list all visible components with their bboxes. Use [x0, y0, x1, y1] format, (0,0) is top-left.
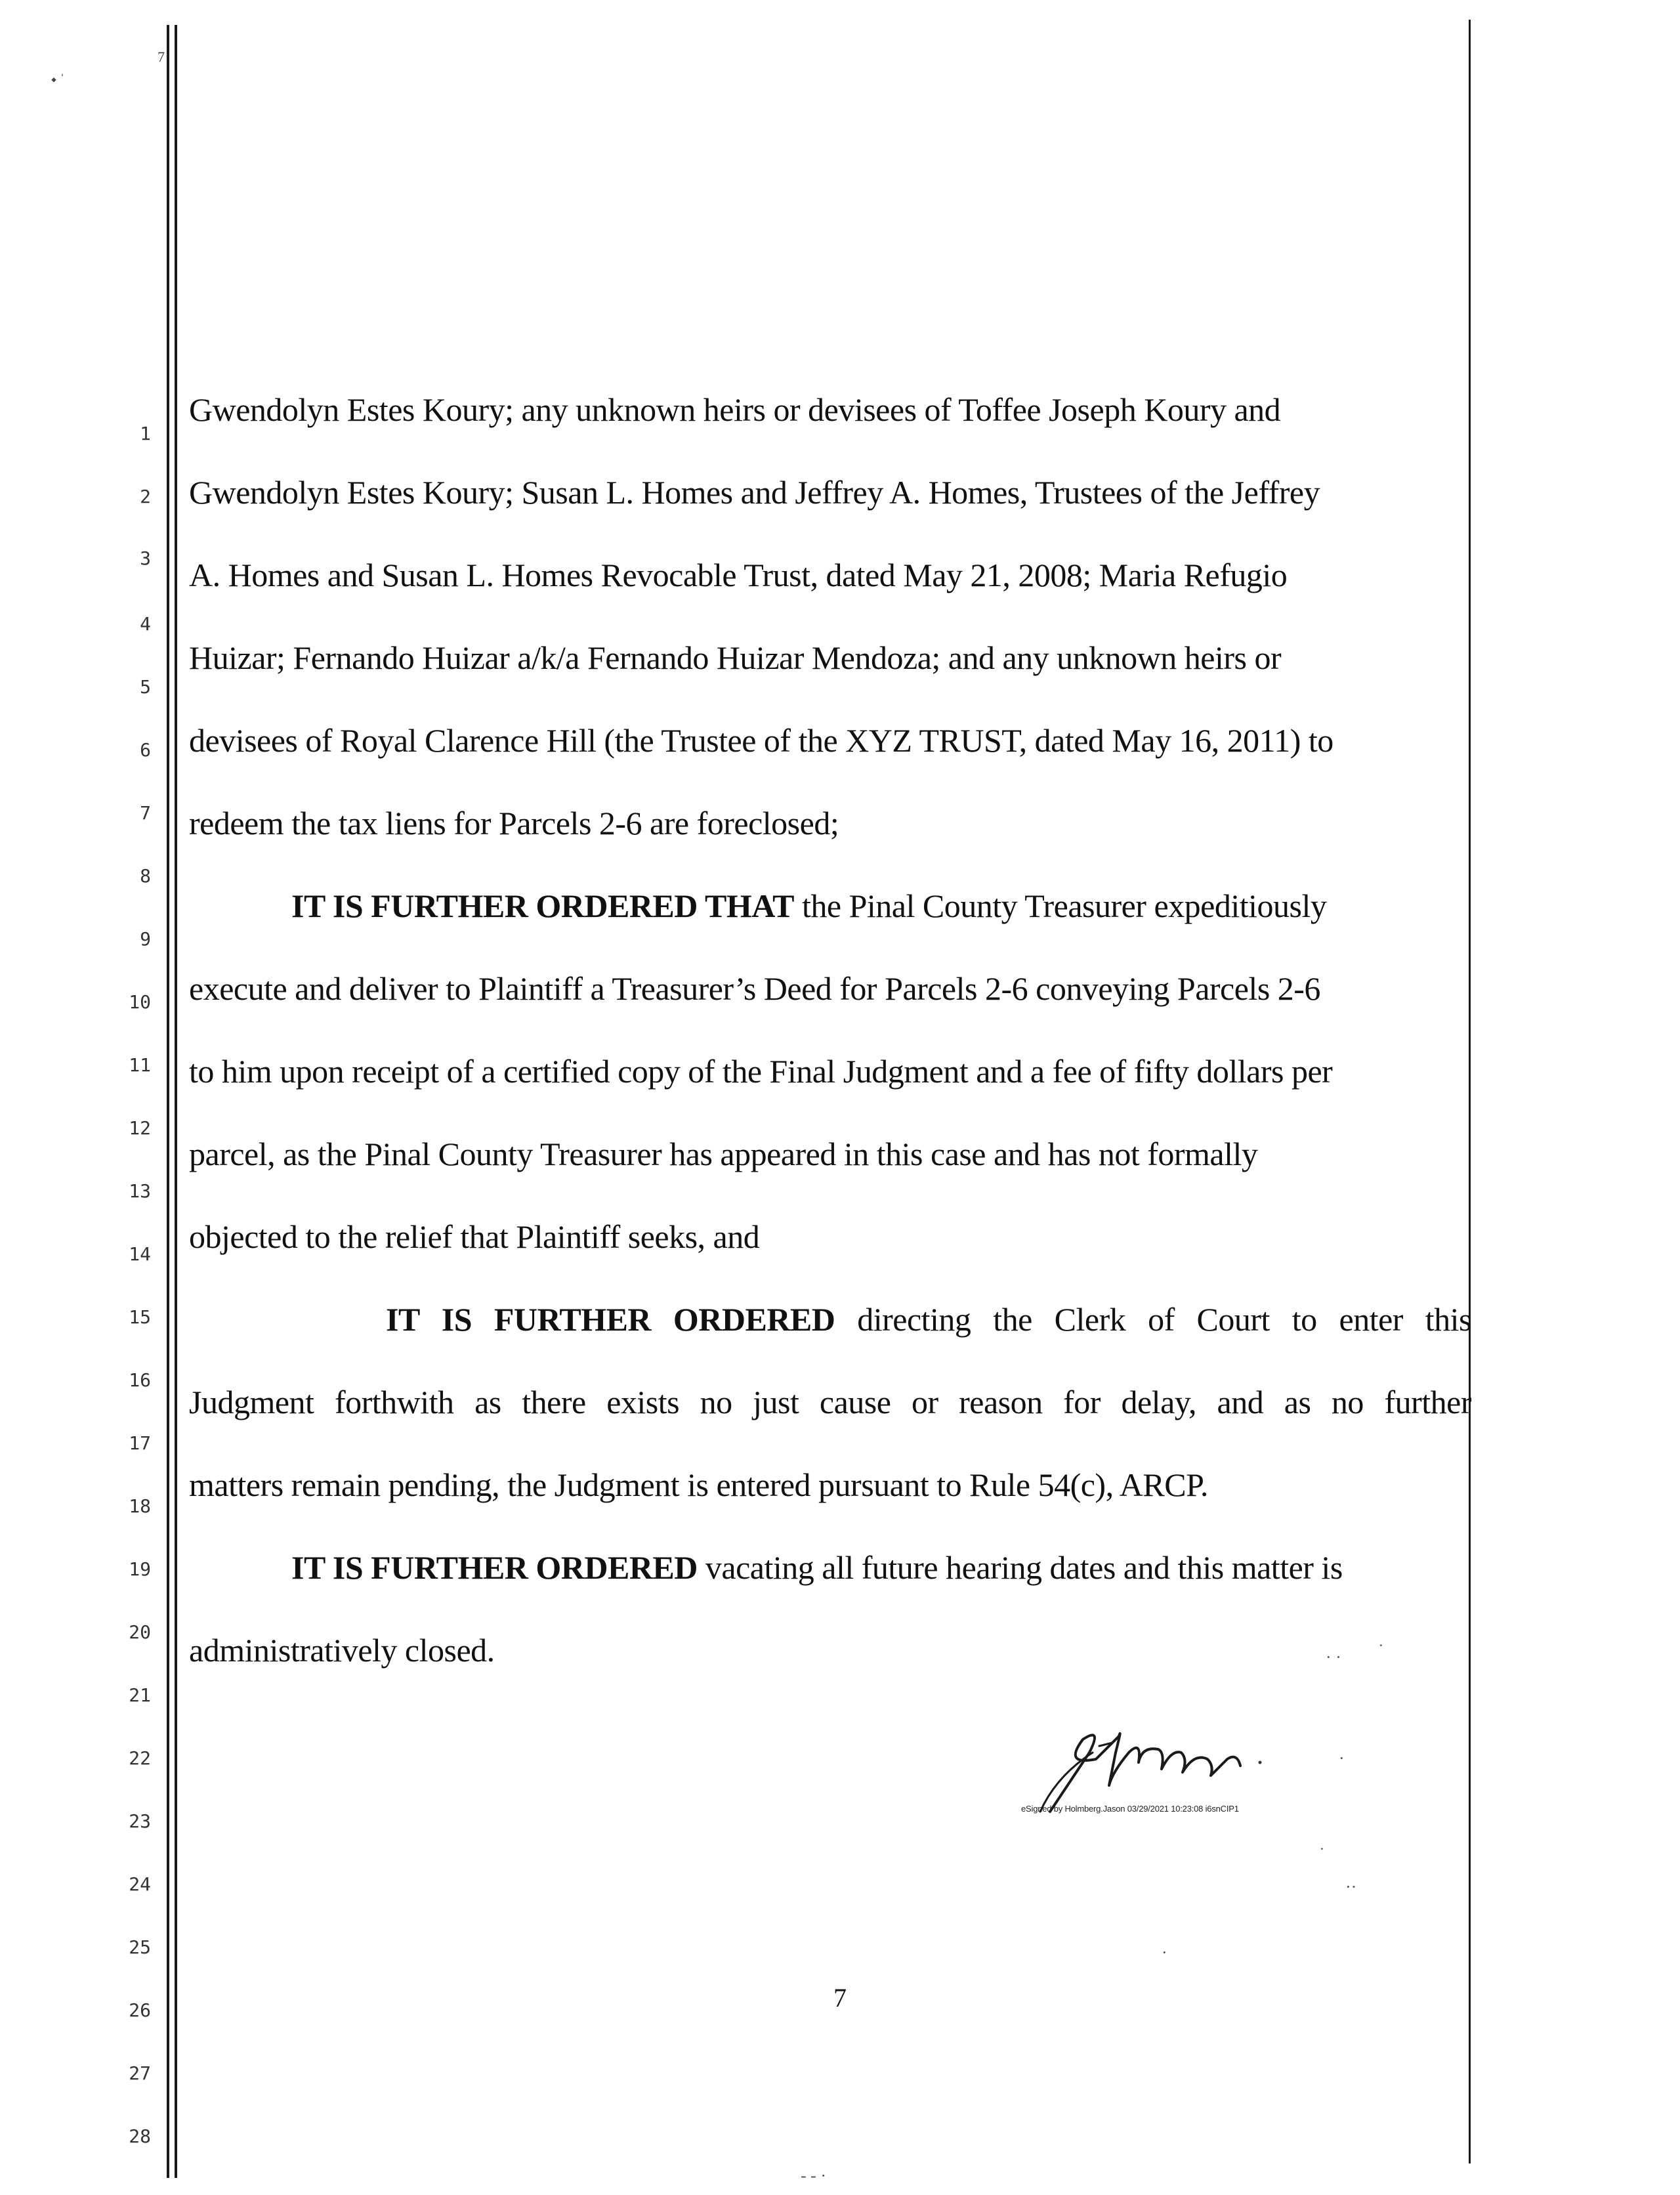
- body-line: Huizar; Fernando Huizar a/k/a Fernando Huizar Mendoza; and any unknown heirs or: [189, 639, 1282, 676]
- body-line: to him upon receipt of a certified copy of the Final Judgment and a fee of fifty dollars per: [189, 1053, 1333, 1090]
- order-paragraph-first-line: [291, 886, 1326, 926]
- scan-speck: ˙: [1378, 1641, 1384, 1660]
- line-number: 18: [129, 1495, 151, 1517]
- order-heading: IT IS FURTHER ORDERED: [291, 1549, 698, 1586]
- line-number: 4: [140, 613, 151, 635]
- body-line: devisees of Royal Clarence Hill (the Trustee of the XYZ TRUST, dated May 16, 2011) to: [189, 722, 1334, 759]
- header-mark: 7: [158, 49, 165, 65]
- line-number: 23: [129, 1810, 151, 1832]
- line-number: 5: [140, 676, 151, 698]
- body-line: Gwendolyn Estes Koury; Susan L. Homes and Jeffrey A. Homes, Trustees of the Jeffrey: [189, 474, 1320, 511]
- scan-speck: ·: [1162, 1943, 1167, 1962]
- line-number: 25: [129, 1936, 151, 1958]
- line-number: 12: [129, 1117, 151, 1139]
- esignature-stamp: eSigned by Holmberg.Jason 03/29/2021 10:23:08 i6snCIP1: [1021, 1804, 1239, 1814]
- body-text: the Pinal County Treasurer expeditiously: [793, 887, 1327, 924]
- line-number: 17: [129, 1432, 151, 1454]
- body-text: directing the Clerk of Court to enter this: [835, 1301, 1471, 1338]
- body-line: matters remain pending, the Judgment is entered pursuant to Rule 54(c), ARCP.: [189, 1466, 1208, 1503]
- left-margin-rule-outer: [167, 25, 169, 2178]
- order-paragraph-first-line: [386, 1300, 1471, 1339]
- line-number: 13: [129, 1180, 151, 1202]
- line-number: 28: [129, 2125, 151, 2147]
- scan-speck: · ·: [1326, 1648, 1341, 1667]
- body-text: vacating all future hearing dates and this matter is: [697, 1549, 1343, 1586]
- line-number: 24: [129, 1873, 151, 1895]
- line-number: 8: [140, 865, 151, 887]
- line-number: 15: [129, 1306, 151, 1328]
- body-line: execute and deliver to Plaintiff a Treasurer’s Deed for Parcels 2-6 conveying Parcels 2-6: [189, 970, 1320, 1007]
- body-line: objected to the relief that Plaintiff seeks, and: [189, 1218, 760, 1255]
- line-number: 2: [140, 486, 151, 507]
- line-number: 11: [129, 1054, 151, 1076]
- scan-speck: ··: [1345, 1877, 1357, 1896]
- order-heading: IT IS FURTHER ORDERED: [386, 1301, 835, 1338]
- order-heading: IT IS FURTHER ORDERED THAT: [291, 887, 794, 924]
- right-margin-rule: [1469, 20, 1471, 2163]
- body-line: administratively closed.: [189, 1632, 495, 1669]
- order-paragraph-first-line: [291, 1548, 1343, 1587]
- line-number: 19: [129, 1558, 151, 1580]
- line-number: 16: [129, 1369, 151, 1391]
- line-number: 10: [129, 991, 151, 1013]
- line-number: 6: [140, 739, 151, 761]
- line-number: 26: [129, 1999, 151, 2021]
- scan-speck: ⬩ ˈ: [51, 71, 65, 87]
- line-number: 9: [140, 928, 151, 950]
- line-number: 22: [129, 1747, 151, 1769]
- line-number: 1: [140, 423, 151, 444]
- scan-speck: ·: [1339, 1749, 1345, 1768]
- line-number: 3: [140, 547, 151, 569]
- line-number: 14: [129, 1243, 151, 1265]
- body-line: Gwendolyn Estes Koury; any unknown heirs or devisees of Toffee Joseph Koury and: [189, 391, 1281, 428]
- line-number: 21: [129, 1684, 151, 1706]
- scan-speck: ˙: [1319, 1844, 1325, 1864]
- body-line: Judgment forthwith as there exists no just cause or reason for delay, and as no further: [189, 1384, 1471, 1420]
- line-number: 27: [129, 2062, 151, 2084]
- body-line: redeem the tax liens for Parcels 2-6 are foreclosed;: [189, 805, 839, 842]
- scan-speck: - - ·: [801, 2166, 826, 2185]
- body-line: A. Homes and Susan L. Homes Revocable Trust, dated May 21, 2008; Maria Refugio: [189, 557, 1288, 593]
- page-number: 7: [833, 1983, 847, 2013]
- left-margin-rule-inner: [175, 25, 177, 2178]
- body-line: parcel, as the Pinal County Treasurer has appeared in this case and has not formally: [189, 1136, 1258, 1172]
- line-number: 7: [140, 802, 151, 824]
- line-number: 20: [129, 1621, 151, 1643]
